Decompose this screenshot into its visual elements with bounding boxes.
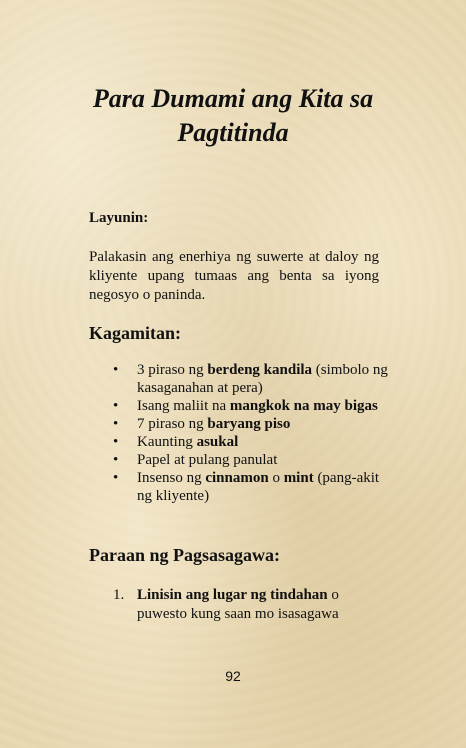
item-text-bold: mangkok na may bigas <box>229 398 378 414</box>
page-title <box>40 82 426 150</box>
item-text: 7 piraso ng <box>137 416 208 432</box>
item-text-bold: asukal <box>196 434 239 450</box>
list-item <box>89 586 389 624</box>
bullet-icon: • <box>113 452 119 468</box>
layunin-paragraph: Palakasin ang enerhiya ng suwerte at daloy ng kliyente upang tumaas ang benta sa iyong negosyo o paninda. <box>89 249 379 303</box>
paraan-heading: Paraan ng Pagsasagawa: <box>89 545 281 565</box>
list-item <box>89 397 389 415</box>
page-title-line-1: Para Dumami ang Kita sa <box>92 84 374 113</box>
steps-list <box>89 586 389 624</box>
bullet-icon: • <box>113 362 119 378</box>
item-text: (pang-akit ng kliyente) <box>137 470 380 504</box>
item-text: Insenso ng <box>137 470 206 486</box>
bullet-icon: • <box>113 434 119 450</box>
list-item <box>89 433 389 451</box>
item-text-bold: mint <box>283 470 314 486</box>
step-text: o puwesto kung saan mo isasagawa <box>137 587 339 622</box>
kagamitan-heading: Kagamitan: <box>89 323 181 343</box>
item-text: Papel at pulang panulat <box>137 452 278 468</box>
list-item <box>89 451 389 469</box>
item-text-bold: baryang piso <box>207 416 291 432</box>
item-text: 3 piraso ng <box>137 362 208 378</box>
bullet-icon: • <box>113 470 119 486</box>
materials-list <box>89 361 389 505</box>
bullet-icon: • <box>113 398 119 414</box>
item-text: (simbolo ng kasaganahan at pera) <box>137 362 388 396</box>
item-text: Kaunting <box>137 434 197 450</box>
item-text-bold: cinnamon <box>205 470 269 486</box>
bullet-icon: • <box>113 416 119 432</box>
page-title-line-2: Pagtitinda <box>177 118 289 147</box>
list-item <box>89 469 389 505</box>
page-number: 92 <box>225 668 241 684</box>
item-text: Isang maliit na <box>137 398 230 414</box>
step-number: 1. <box>113 587 125 603</box>
step-text-bold: Linisin ang lugar ng tindahan <box>137 587 328 603</box>
item-text-bold: berdeng kandila <box>207 362 313 378</box>
item-text: o <box>268 470 284 486</box>
layunin-heading: Layunin: <box>89 210 149 226</box>
list-item <box>89 361 389 397</box>
list-item <box>89 415 389 433</box>
